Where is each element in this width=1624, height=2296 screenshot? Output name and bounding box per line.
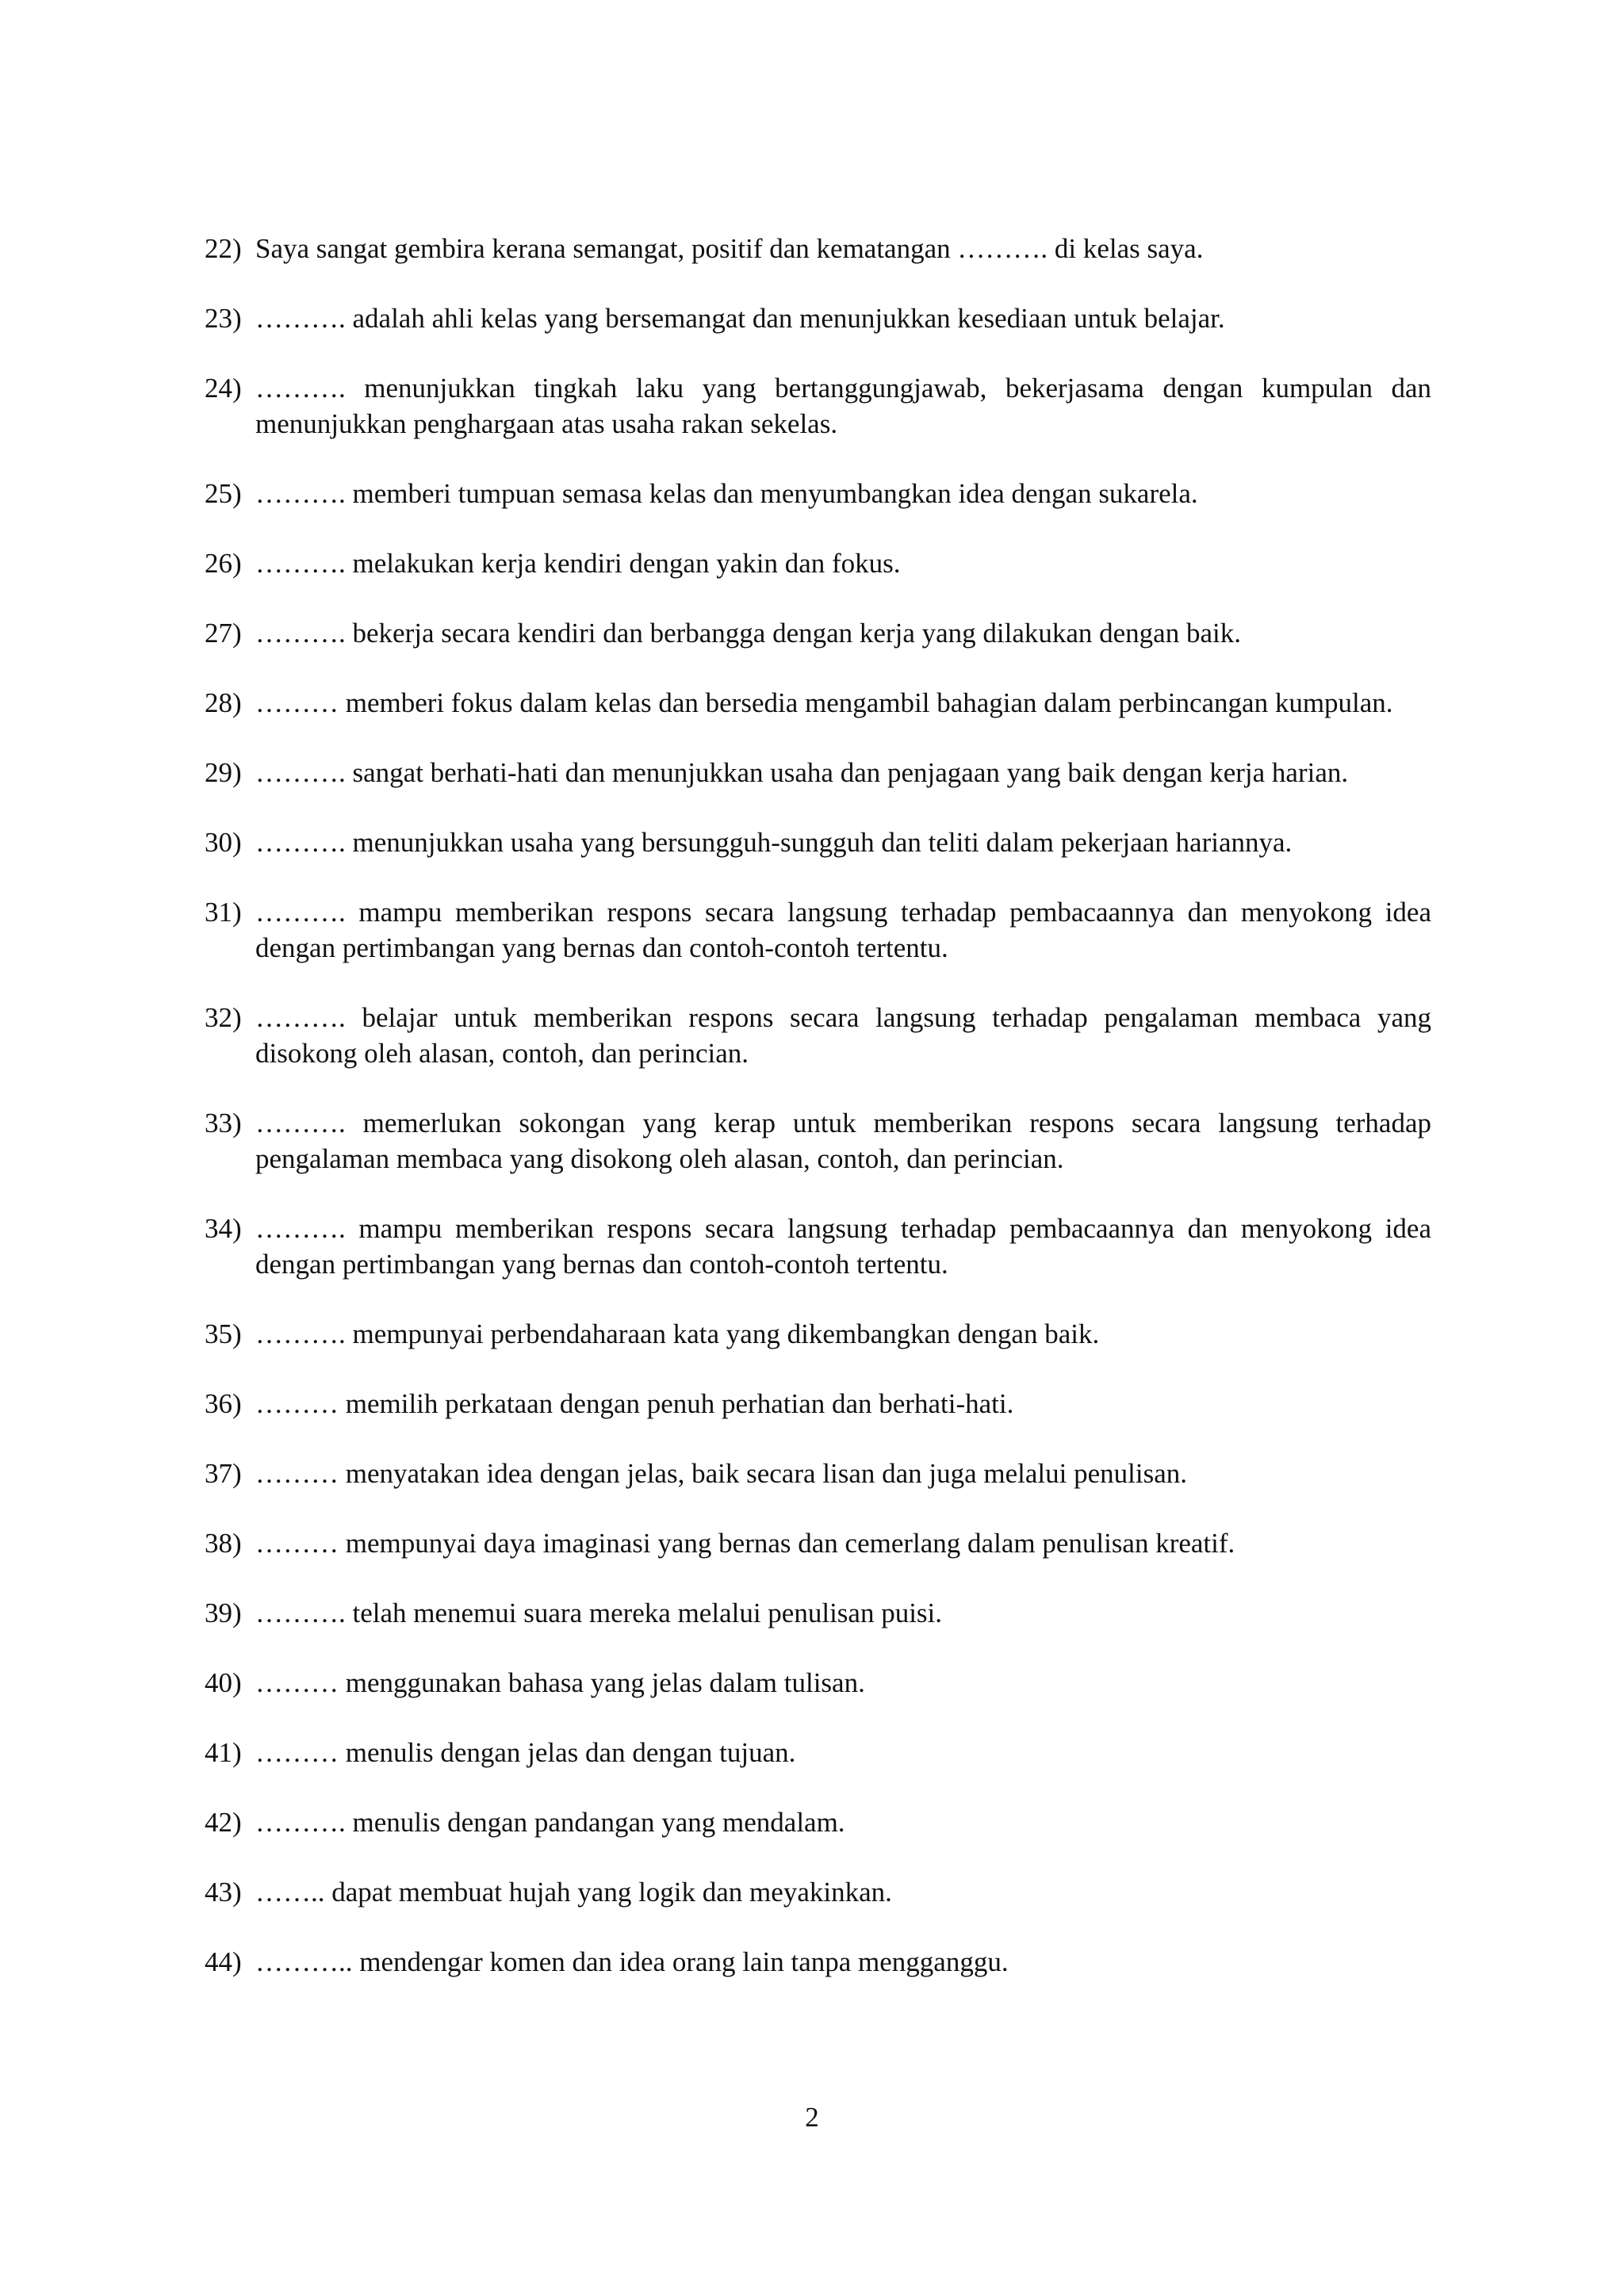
item-text: Saya sangat gembira kerana semangat, positif dan kematangan ………. di kelas saya.	[255, 233, 1204, 264]
list-item	[205, 1944, 1431, 1980]
item-text: ……….. mendengar komen dan idea orang lain tanpa mengganggu.	[255, 1946, 1009, 1977]
item-text: ………. menunjukkan tingkah laku yang bertanggungjawab, bekerjasama dengan kumpulan dan menunjukkan penghargaan atas usaha rakan sekelas.	[255, 373, 1431, 439]
item-text: ………. bekerja secara kendiri dan berbangga dengan kerja yang dilakukan dengan baik.	[255, 618, 1241, 649]
item-number: 24)	[205, 373, 242, 404]
list-item	[205, 1000, 1431, 1071]
item-number: 35)	[205, 1318, 242, 1349]
list-item	[205, 370, 1431, 442]
item-number: 43)	[205, 1877, 242, 1908]
item-text: ……… mempunyai daya imaginasi yang bernas dan cemerlang dalam penulisan kreatif.	[255, 1528, 1235, 1559]
item-number: 38)	[205, 1528, 242, 1559]
list-item	[205, 894, 1431, 966]
item-number: 34)	[205, 1213, 242, 1244]
item-number: 25)	[205, 478, 242, 509]
list-item	[205, 1595, 1431, 1631]
list-item	[205, 1735, 1431, 1770]
item-text: ………. menulis dengan pandangan yang mendalam.	[255, 1807, 845, 1838]
item-text: ………. mampu memberikan respons secara langsung terhadap pembacaannya dan menyokong idea dengan pertimbangan yang bernas dan contoh-contoh tertentu.	[255, 1213, 1431, 1280]
item-text: ……… menulis dengan jelas dan dengan tujuan.	[255, 1737, 796, 1768]
item-text: ………. mampu memberikan respons secara langsung terhadap pembacaannya dan menyokong idea dengan pertimbangan yang bernas dan contoh-contoh tertentu.	[255, 897, 1431, 963]
item-text: ……… memilih perkataan dengan penuh perhatian dan berhati-hati.	[255, 1388, 1014, 1419]
list-item	[205, 1874, 1431, 1910]
item-number: 29)	[205, 757, 242, 788]
item-number: 44)	[205, 1946, 242, 1977]
item-text: ………. adalah ahli kelas yang bersemangat dan menunjukkan kesediaan untuk belajar.	[255, 303, 1225, 334]
list-item	[205, 825, 1431, 860]
list-item	[205, 476, 1431, 511]
list-item	[205, 231, 1431, 266]
item-text: ………. mempunyai perbendaharaan kata yang dikembangkan dengan baik.	[255, 1318, 1100, 1349]
item-text: ………. telah menemui suara mereka melalui penulisan puisi.	[255, 1598, 943, 1628]
item-number: 41)	[205, 1737, 242, 1768]
statement-list	[205, 231, 1431, 2014]
item-number: 36)	[205, 1388, 242, 1419]
list-item	[205, 1105, 1431, 1177]
item-text: ……… menyatakan idea dengan jelas, baik secara lisan dan juga melalui penulisan.	[255, 1458, 1188, 1489]
item-number: 26)	[205, 548, 242, 579]
list-item	[205, 1316, 1431, 1352]
list-item	[205, 1456, 1431, 1491]
item-text: ………. melakukan kerja kendiri dengan yakin dan fokus.	[255, 548, 901, 579]
item-text: ……… menggunakan bahasa yang jelas dalam tulisan.	[255, 1667, 865, 1698]
list-item	[205, 1525, 1431, 1561]
item-text: …….. dapat membuat hujah yang logik dan meyakinkan.	[255, 1877, 892, 1908]
list-item	[205, 545, 1431, 581]
item-number: 33)	[205, 1108, 242, 1138]
item-number: 23)	[205, 303, 242, 334]
item-text: ………. memberi tumpuan semasa kelas dan menyumbangkan idea dengan sukarela.	[255, 478, 1198, 509]
item-number: 39)	[205, 1598, 242, 1628]
list-item	[205, 755, 1431, 790]
item-text: ………. menunjukkan usaha yang bersungguh-sungguh dan teliti dalam pekerjaan hariannya.	[255, 827, 1293, 858]
list-item	[205, 1386, 1431, 1422]
item-number: 30)	[205, 827, 242, 858]
item-number: 28)	[205, 687, 242, 718]
item-text: ………. memerlukan sokongan yang kerap untuk memberikan respons secara langsung terhadap pengalaman membaca yang disokong oleh alasan, contoh, dan perincian.	[255, 1108, 1431, 1174]
item-number: 37)	[205, 1458, 242, 1489]
item-text: ………. belajar untuk memberikan respons secara langsung terhadap pengalaman membaca yang disokong oleh alasan, contoh, dan perincian.	[255, 1002, 1431, 1069]
list-item	[205, 300, 1431, 336]
item-number: 22)	[205, 233, 242, 264]
list-item	[205, 615, 1431, 651]
item-text: ……… memberi fokus dalam kelas dan bersedia mengambil bahagian dalam perbincangan kumpulan.	[255, 687, 1393, 718]
list-item	[205, 685, 1431, 721]
item-number: 27)	[205, 618, 242, 649]
page-number: 2	[805, 2102, 819, 2133]
item-number: 31)	[205, 897, 242, 928]
item-number: 42)	[205, 1807, 242, 1838]
list-item	[205, 1211, 1431, 1282]
list-item	[205, 1804, 1431, 1840]
list-item	[205, 1665, 1431, 1701]
item-number: 32)	[205, 1002, 242, 1033]
item-text: ………. sangat berhati-hati dan menunjukkan usaha dan penjagaan yang baik dengan kerja harian.	[255, 757, 1349, 788]
item-number: 40)	[205, 1667, 242, 1698]
